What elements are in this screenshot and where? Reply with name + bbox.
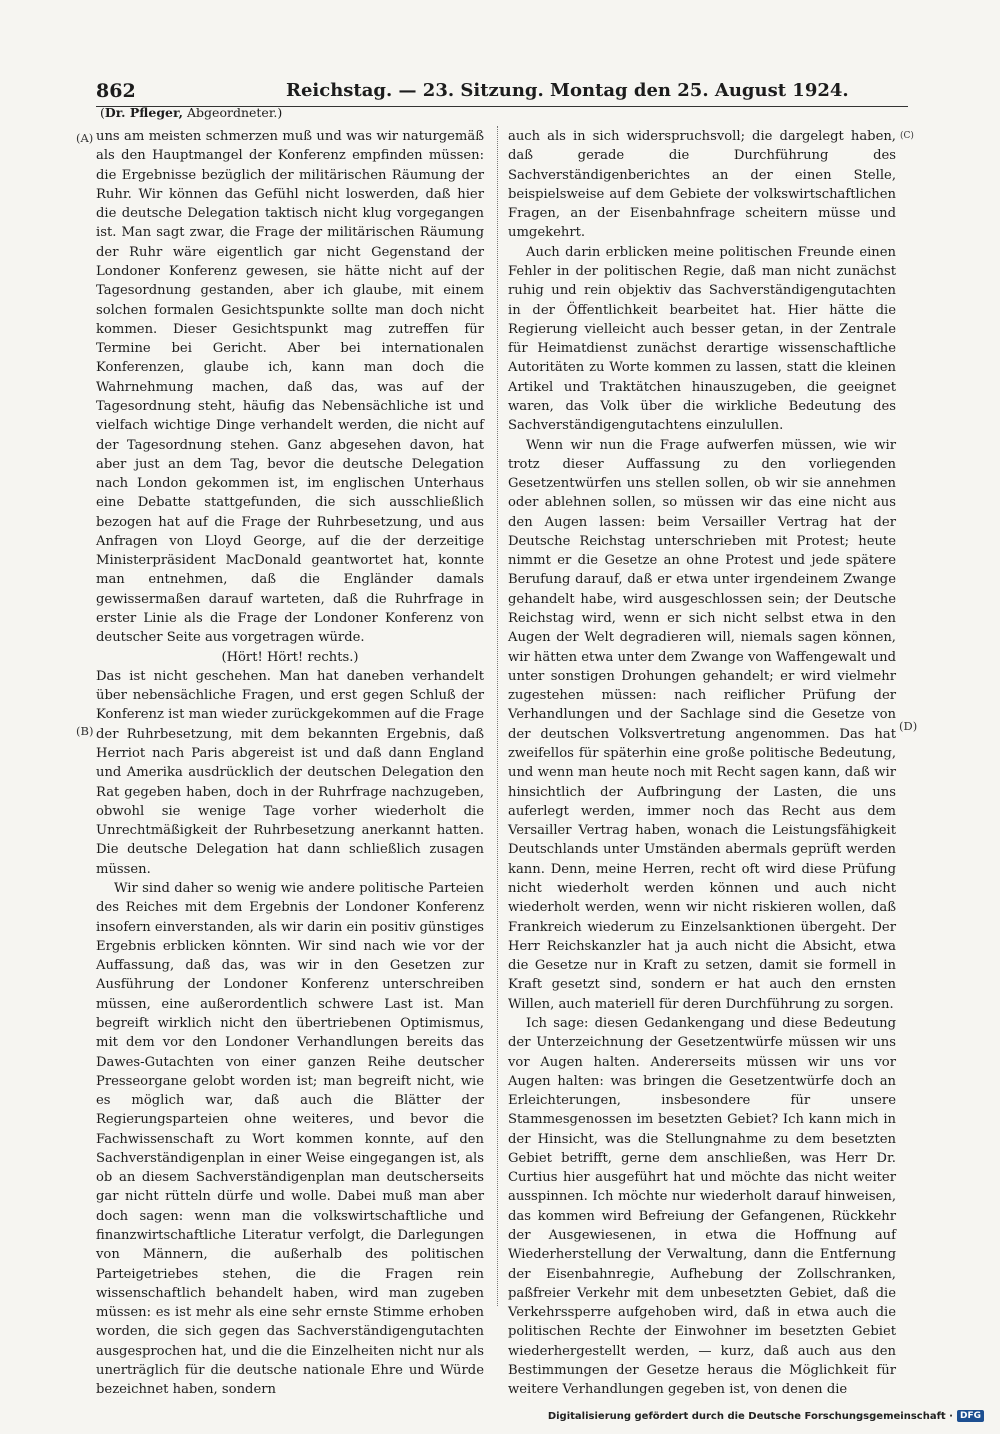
margin-marker-b: (B) <box>76 724 94 738</box>
running-head: Reichstag. — 23. Sitzung. Montag den 25. August 1924. <box>286 80 849 101</box>
speaker-role: Abgeordneter.) <box>187 105 283 120</box>
funding-credit: Digitalisierung gefördert durch die Deutsche Forschungsgemeinschaft · <box>547 1410 953 1422</box>
footer-credit <box>548 1410 984 1422</box>
dfg-logo: DFG <box>957 1410 984 1422</box>
speaker-line <box>100 105 282 120</box>
paragraph: Wir sind daher so wenig wie andere politische Parteien des Reiches mit dem Ergebnis der Londoner Konferenz insofern einverstanden, als wir darin ein positiv günstiges Ergebnis erblicken könnten. Wir sind nach wie vor der Auffassung, daß das, was wir in den Gesetzen zur Ausführung der Londoner Konferenz unterschreiben müssen, eine außerordentlich schwere Last ist. Man begreift wirklich nicht den übertriebenen Optimismus, mit dem vor den Londoner Verhandlungen bereits das Dawes-Gutachten von einer ganzen Reihe deutscher Presseorgane gelobt worden ist; man begreift nicht, wie es möglich war, daß auch die Blätter der Regierungsparteien ohne weiteres, und bevor die Fachwissenschaft zu Wort kommen konnte, auf den Sachverständigenplan in einer Weise eingegangen ist, als ob an diesem Sachverständigenplan man deutscherseits gar nicht rütteln dürfe und wolle. Dabei muß man aber doch sagen: wenn man die volkswirtschaftliche und finanzwirtschaftliche Literatur verfolgt, die Darlegungen von Männern, die außerhalb des politischen Parteigetriebes stehen, die die Fragen rein wissenschaftlich behandelt haben, wird man zugeben müssen: es ist mehr als eine sehr ernste Stimme erhoben worden, die sich gegen das Sachverständigengutachten ausgesprochen hat, und die die Einzelheiten nicht nur als unerträglich für die deutsche nationale Ehre und Würde bezeichnet haben, sondern <box>96 880 484 1398</box>
margin-marker-a: (A) <box>76 131 94 145</box>
page-header <box>96 80 908 107</box>
margin-marker-c: (C) <box>900 131 914 141</box>
speaker-name: Dr. Pfleger, <box>104 105 184 120</box>
interjection: (Hört! Hört! rechts.) <box>221 649 359 665</box>
paragraph: Auch darin erblicken meine politischen Freunde einen Fehler in der politischen Regie, daß man nicht zunächst ruhig und rein objektiv das Sachverständigengutachten in der Öffentlichkeit bearbeitet hat. Hier hätte die Regierung vielleicht auch besser getan, in der Zentrale für Heimatdienst zunächst derartige wissenschaftliche Autoritäten zu Worte kommen zu lassen, statt die kleinen Artikel und Traktätchen hinauszugeben, die geeignet waren, das Volk über die wirkliche Bedeutung des Sachverständigengutachtens einzulullen. <box>508 244 896 434</box>
column-divider <box>497 126 498 1306</box>
right-column <box>508 127 896 1400</box>
paragraph: Wenn wir nun die Frage aufwerfen müssen, wie wir trotz dieser Auffassung zu den vorliegenden Gesetzentwürfen uns stellen sollen, ob wir sie annehmen oder ablehnen sollen, so müssen wir das eine nicht aus den Augen lassen: beim Versailler Vertrag hat der Deutsche Reichstag unterschrieben mit Protest; heute nimmt er die Gesetze an ohne Protest und jede spätere Berufung darauf, daß er etwa unter irgendeinem Zwange gehandelt habe, wird ausgeschlossen sein; der Deutsche Reichstag wird, wenn er sich nicht selbst etwa in den Augen der Welt degradieren will, niemals sagen können, wir hätten etwa unter dem Zwange von Waffengewalt und unter sonstigen Drohungen gehandelt; er wird vielmehr zugestehen müssen: nach reiflicher Prüfung der Verhandlungen und der Sachlage sind die Gesetze von der deutschen Volksvertretung angenommen. Das hat zweifellos für späterhin eine große politische Bedeutung, und wenn man heute noch mit Recht sagen kann, daß wir hinsichtlich der Aufbringung der Lasten, die uns auferlegt werden, immer noch das Recht aus dem Versailler Vertrag haben, wonach die Leistungsfähigkeit Deutschlands unter Umständen abermals geprüft werden kann. Denn, meine Herren, recht oft wird diese Prüfung nicht wiederholt werden können und auch nicht wiederholt werden, wenn wir nicht riskieren wollen, daß Frankreich wiederum zu Einzelsanktionen übergeht. Der Herr Reichskanzler hat ja auch nicht die Absicht, etwa die Gesetze nur in Kraft zu setzen, damit sie formell in Kraft gesetzt sind, sondern er hat auch den ernsten Willen, auch materiell für deren Durchführung zu sorgen. <box>508 437 896 1012</box>
speaker-open-paren: ( <box>100 105 105 120</box>
paragraph: uns am meisten schmerzen muß und was wir naturgemäß als den Hauptmangel der Konferenz empfinden müssen: die Ergebnisse bezüglich der militärischen Räumung der Ruhr. Wir können das Gefühl nicht loswerden, daß hier die deutsche Delegation taktisch nicht klug vorgegangen ist. Man sagt zwar, die Frage der militärischen Räumung der Ruhr wäre eigentlich gar nicht Gegenstand der Londoner Konferenz gewesen, sie hätte nicht auf der Tagesordnung gestanden, aber ich glaube, mit einem solchen formalen Gesichtspunkte sollte man doch nicht kommen. Dieser Gesichtspunkt mag zutreffen für Termine bei Gericht. Aber bei internationalen Konferenzen, glaube ich, kann man doch die Wahrnehmung machen, daß das, was auf der Tagesordnung steht, häufig das Nebensächliche ist und vielfach wichtige Dinge verhandelt werden, die nicht auf der Tagesordnung stehen. Ganz abgesehen davon, hat aber just an dem Tag, bevor die deutsche Delegation nach London gekommen ist, im englischen Unterhaus eine Debatte stattgefunden, die sich ausschließlich bezogen hat auf die Frage der Ruhrbesetzung, und aus Anfragen von Lloyd George, auf die der derzeitige Ministerpräsident MacDonald geantwortet hat, konnte man entnehmen, daß die Engländer damals gewissermaßen darauf warteten, daß die Ruhrfrage in erster Linie als die Frage der Londoner Konferenz von deutscher Seite aus vorgetragen würde. <box>96 129 484 646</box>
paragraph: Ich sage: diesen Gedankengang und diese Bedeutung der Unterzeichnung der Gesetzentwürfe müssen wir uns vor Augen halten. Andererseits müssen wir uns vor Augen halten: was bringen die Gesetzentwürfe doch an Erleichterungen, insbesondere für unsere Stammesgenossen im besetzten Gebiet? Ich kann mich in der Hinsicht, was die Stellungnahme zu dem besetzten Gebiet betrifft, gerne dem anschließen, was Herr Dr. Curtius hier ausgeführt hat und möchte das nicht weiter ausspinnen. Ich möchte nur wiederholt darauf hinweisen, das kommen wird Befreiung der Gefangenen, Rückkehr der Ausgewiesenen, in etwa die Hoffnung auf Wiederherstellung der Verwaltung, dann die Entfernung der Eisenbahnregie, Aufhebung der Zollschranken, paßfreier Verkehr mit dem unbesetzten Gebiet, daß die Verkehrssperre aufgehoben wird, daß in etwa auch die politischen Rechte der Einwohner im besetzten Gebiet wiederhergestellt werden, — kurz, daß auch aus den Bestimmungen der Gesetze heraus die Möglichkeit für weitere Verhandlungen gegeben ist, von denen die <box>508 1015 896 1398</box>
paragraph: Das ist nicht geschehen. Man hat daneben verhandelt über nebensächliche Fragen, und erst gegen Schluß der Konferenz ist man wieder zurückgekommen auf die Frage der Ruhrbesetzung, mit dem bekannten Ergebnis, daß Herriot nach Paris abgereist ist und daß dann England und Amerika ausdrücklich der deutschen Delegation den Rat gegeben haben, doch in der Ruhrfrage nachzugeben, obwohl sie wenige Tage vorher wiederholt die Unrechtmäßigkeit der Ruhrbesetzung anerkannt hatten. Die deutsche Delegation hat dann schließlich zusagen müssen. <box>96 668 484 877</box>
left-column <box>96 127 484 1400</box>
paragraph: auch als in sich widerspruchsvoll; die dargelegt haben, daß gerade die Durchführung des Sachverständigenberichtes an der einen Stelle, beispielsweise auf dem Gebiete der volkswirtschaftlichen Fragen, an der Eisenbahnfrage scheitern müsse und umgekehrt. <box>508 129 896 241</box>
page-number: 862 <box>96 80 136 102</box>
margin-marker-d: (D) <box>899 719 918 733</box>
